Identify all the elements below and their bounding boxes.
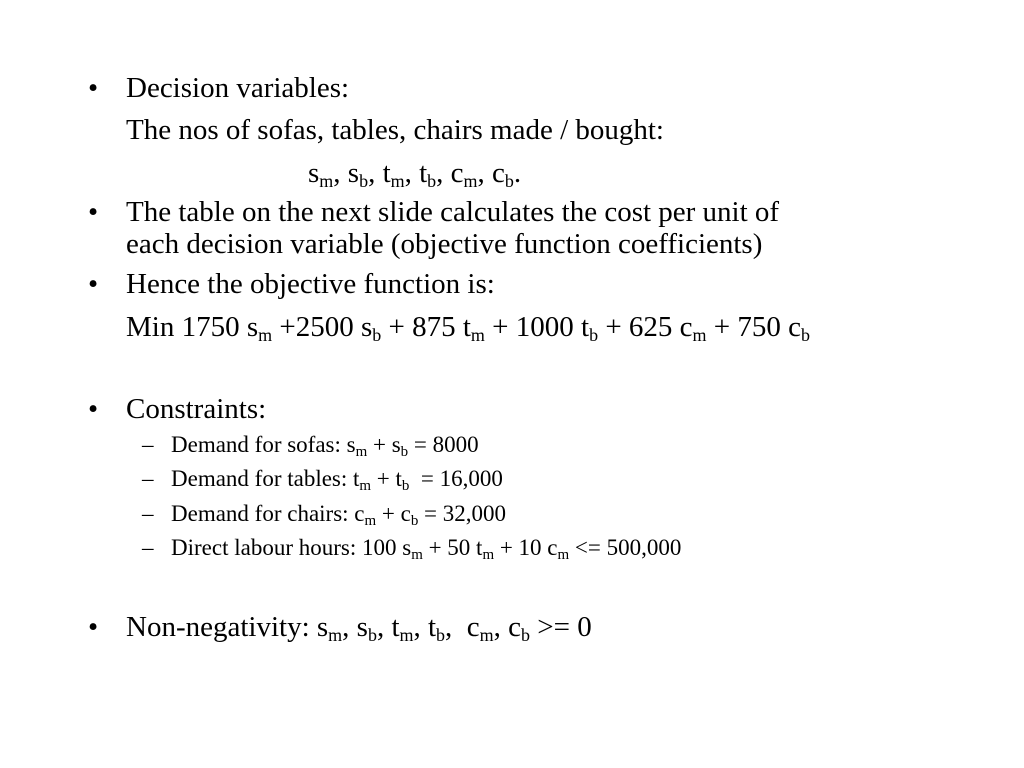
subscript: b [401,478,410,495]
bullet-cost-table-line2: each decision variable (objective function coefficients) [126,228,763,260]
formula-text: , t [413,611,437,643]
formula-text: + 750 c [706,311,802,343]
bullet-constraints: Constraints: [126,393,267,425]
separator: . [513,157,522,189]
constraint-labour-hours [171,535,682,564]
separator: , [404,157,420,189]
separator: , [436,157,451,189]
subscript: m [479,625,494,646]
formula-text: = 32,000 [418,501,507,526]
decision-variables-list [308,157,522,192]
bullet-objective-function: Hence the objective function is: [126,268,495,300]
subscript: b [400,444,409,461]
objective-function-formula [126,311,810,346]
subscript: m [463,171,478,192]
subscript: b [504,171,514,192]
formula-text: + 50 t [422,535,483,560]
formula-text: + s [367,432,401,457]
subscript: m [319,171,334,192]
constraint-sofas [171,432,479,461]
subscript: m [364,513,377,530]
formula-text: c [492,157,505,189]
formula-text: + 1000 t [484,311,590,343]
formula-text: <= 500,000 [569,535,682,560]
formula-text: , c [445,611,480,643]
bullet-marker: • [88,611,99,643]
formula-text: Demand for tables: t [171,466,360,491]
formula-text: Demand for chairs: c [171,501,365,526]
bullet-marker: • [88,72,99,104]
formula-text: Non-negativity: s [126,611,329,643]
formula-text: + 10 c [494,535,558,560]
formula-text: t [382,157,391,189]
dash-marker: – [142,432,154,457]
formula-text: + t [371,466,402,491]
bullet-marker: • [88,196,99,228]
subscript: m [399,625,414,646]
formula-text: >= 0 [530,611,592,643]
subscript: b [521,625,530,646]
subscript: m [390,171,405,192]
subscript: m [411,547,423,564]
subscript: b [410,513,419,530]
formula-text: + 625 c [598,311,693,343]
separator: , [368,157,383,189]
subscript: m [692,325,707,346]
subscript: m [557,547,570,564]
formula-text: t [419,157,428,189]
decision-variables-description: The nos of sofas, tables, chairs made / bought: [126,114,664,146]
subscript: m [470,325,485,346]
formula-text: Direct labour hours: 100 s [171,535,412,560]
formula-text: Demand for sofas: s [171,432,356,457]
dash-marker: – [142,501,154,526]
formula-text: = 8000 [408,432,479,457]
constraint-chairs [171,501,507,530]
formula-text: + 875 t [381,311,471,343]
subscript: m [355,444,368,461]
subscript: b [801,325,810,346]
bullet-decision-variables: Decision variables: [126,72,350,104]
formula-text: +2500 s [272,311,373,343]
formula-text: + c [376,501,411,526]
formula-text: c [450,157,464,189]
bullet-marker: • [88,268,99,300]
constraint-tables [171,466,503,495]
subscript: b [359,171,369,192]
subscript: m [359,478,372,495]
dash-marker: – [142,466,154,491]
subscript: b [367,625,377,646]
bullet-cost-table-line1: The table on the next slide calculates the cost per unit of [126,196,780,228]
separator: , [333,157,348,189]
formula-text: s [347,157,360,189]
formula-text: , t [376,611,400,643]
bullet-marker: • [88,393,99,425]
subscript: m [482,547,495,564]
formula-text: s [308,157,320,189]
subscript: b [372,325,382,346]
formula-text: , s [342,611,368,643]
subscript: b [436,625,446,646]
subscript: b [589,325,599,346]
formula-text: = 16,000 [409,466,503,491]
dash-marker: – [142,535,154,560]
subscript: m [328,625,343,646]
formula-text: Min 1750 s [126,311,259,343]
subscript: b [427,171,437,192]
bullet-non-negativity [126,611,592,646]
subscript: m [258,325,273,346]
separator: , [477,157,493,189]
formula-text: , c [493,611,522,643]
